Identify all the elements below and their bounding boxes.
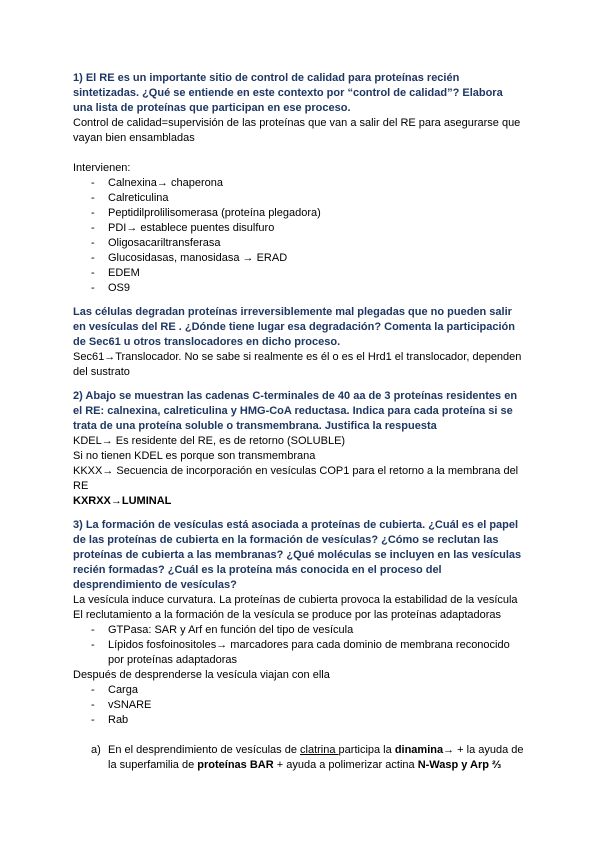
list-item: - Lípidos fosfoinositoles→ marcadores para cada dominio de membrana reconocido por proteínas adaptadoras (73, 638, 525, 668)
list-item: - EDEM (73, 266, 525, 281)
intervienen-label: Intervienen: (73, 162, 131, 174)
answer-3-line-2: El reclutamiento a la formación de la vesícula se produce por las proteínas adaptadoras (73, 609, 502, 621)
list-item: - Glucosidasas, manosidasa → ERAD (73, 251, 525, 266)
answer-3-line-3: Después de desprenderse la vesícula viajan con ella (73, 669, 330, 681)
list-item: - Oligosacariltransferasa (73, 236, 525, 251)
list-item: - PDI→ establece puentes disulfuro (73, 221, 525, 236)
question-1b: Las células degradan proteínas irreversiblemente mal plegadas que no pueden salir en vesículas del RE . ¿Dónde tiene lugar esa degradación? Comenta la participación de Sec61 u otros translocadores en dicho proceso. (73, 306, 515, 348)
answer-2-line-4: KXRXX→LUMINAL (73, 495, 172, 507)
list-item: - Peptidilprolilisomerasa (proteína plegadora) (73, 206, 525, 221)
list-item: - GTPasa: SAR y Arf en función del tipo de vesícula (73, 623, 525, 638)
sub-a-text: + ayuda a polimerizar actina (273, 759, 418, 771)
list-item: - Calreticulina (73, 191, 525, 206)
sub-item-marker: a) (91, 744, 101, 756)
list-item: - Carga (73, 683, 525, 698)
sub-item-a (73, 743, 525, 773)
sub-a-clatrina: clatrina (300, 744, 339, 756)
question-2: 2) Abajo se muestran las cadenas C-terminales de 40 aa de 3 proteínas residentes en el RE: calnexina, calreticulina y HMG-CoA reductasa. Indica para cada proteína si se trata de una proteína soluble o transmembrana. Justifica la respuesta (73, 390, 518, 432)
protein-list (73, 176, 525, 296)
answer-1b: Sec61→Translocador. No se sabe si realmente es él o es el Hrd1 el translocador, dependen del sustrato (73, 351, 522, 378)
sub-a-text: → + la ayuda de la superfamilia de (108, 744, 524, 771)
sub-a-text: En el desprendimiento de vesículas de (108, 744, 301, 756)
sub-a-dinamina: dinamina (394, 744, 444, 756)
recruit-list (73, 623, 525, 668)
list-item: - Rab (73, 713, 525, 728)
question-3: 3) La formación de vesículas está asociada a proteínas de cubierta. ¿Cuál es el papel de las proteínas de cubierta en la formación de vesículas? ¿Cómo se reclutan las proteínas de cubierta a las membranas? ¿Qué moléculas se incluyen en las vesículas recién formadas? ¿Cuál es la proteína más conocida en el proceso del desprendimiento de vesículas? (73, 519, 522, 591)
sub-a-nwasp-arp: N-Wasp y Arp ⅔ (417, 759, 502, 771)
answer-1: Control de calidad=supervisión de las proteínas que van a salir del RE para asegurarse que vayan bien ensambladas (73, 117, 521, 144)
cargo-list (73, 683, 525, 728)
list-item: - vSNARE (73, 698, 525, 713)
answer-3-line-1: La vesícula induce curvatura. La proteínas de cubierta provoca la estabilidad de la vesícula (73, 594, 518, 606)
question-1: 1) El RE es un importante sitio de control de calidad para proteínas recién sintetizadas. ¿Qué se entiende en este contexto por “control de calidad”? Elabora una lista de proteínas que participan en ese proceso. (73, 72, 503, 114)
answer-2-line-1: KDEL→ Es residente del RE, es de retorno (SOLUBLE) (73, 435, 346, 447)
list-item: - OS9 (73, 281, 525, 296)
list-item: - Calnexina→ chaperona (73, 176, 525, 191)
document-content (73, 71, 525, 773)
answer-2-line-3: KKXX→ Secuencia de incorporación en vesículas COP1 para el retorno a la membrana del RE (73, 465, 519, 492)
sub-a-bar-proteins: proteínas BAR (197, 759, 274, 771)
answer-2-line-2: Si no tienen KDEL es porque son transmembrana (73, 450, 316, 462)
sub-a-text: participa la (338, 744, 395, 756)
